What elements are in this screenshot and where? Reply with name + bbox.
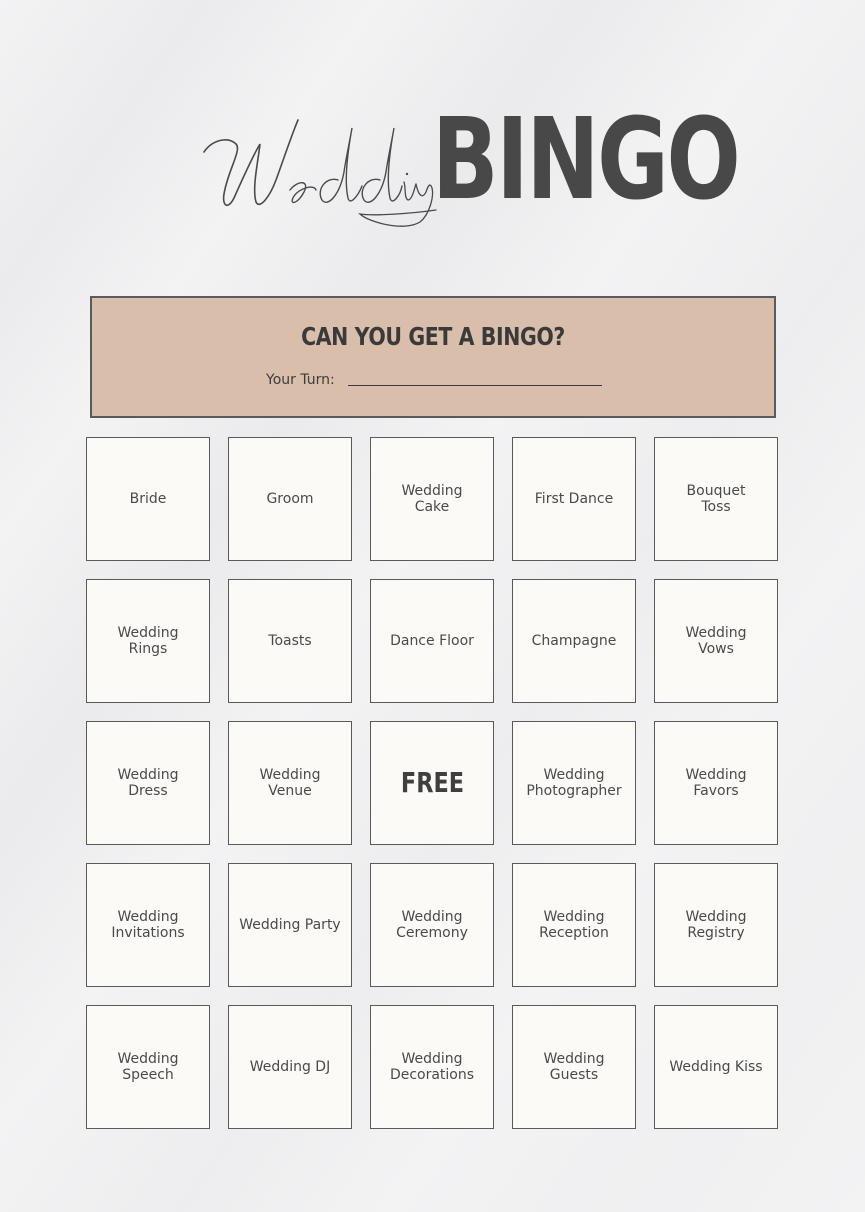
bingo-cell-line: Groom [266, 491, 314, 507]
free-space-label [400, 768, 463, 798]
bingo-cell[interactable] [512, 721, 636, 845]
bingo-cell-line: First Dance [534, 491, 614, 507]
bingo-cell-line: Toss [701, 499, 731, 515]
bingo-cell-line: Toasts [268, 633, 312, 649]
bingo-cell-line: Wedding [543, 1051, 605, 1067]
bingo-cell-label [532, 633, 617, 649]
bingo-cell-line: Registry [687, 925, 745, 941]
bingo-cell-label [685, 625, 746, 657]
bingo-cell-line: Invitations [111, 925, 185, 941]
bingo-cell[interactable] [86, 721, 210, 845]
bingo-cell[interactable] [86, 863, 210, 987]
bingo-cell-label [111, 909, 184, 941]
bingo-cell-label [239, 917, 340, 933]
bingo-cell[interactable] [370, 579, 494, 703]
bingo-cell-label [539, 909, 609, 941]
bingo-cell-label [117, 1051, 178, 1083]
bingo-cell-line: Wedding [685, 625, 747, 641]
title-script-text: Wedding [198, 110, 203, 111]
bingo-cell-line: Guests [549, 1067, 599, 1083]
bingo-cell-line: Reception [539, 925, 609, 941]
bingo-cell-line: Venue [268, 783, 312, 799]
bingo-cell-line: Bouquet [686, 483, 746, 499]
bingo-cell-line: Wedding [401, 909, 463, 925]
bingo-cell-line: Wedding [117, 1051, 179, 1067]
bingo-cell[interactable] [86, 1005, 210, 1129]
bingo-cell-label [535, 491, 613, 507]
bingo-cell-label [250, 1059, 330, 1075]
bingo-cell-label [390, 633, 474, 649]
bingo-cell-line: Wedding [259, 767, 321, 783]
bingo-cell-line: Wedding [117, 909, 179, 925]
bingo-cell-line: Vows [698, 641, 734, 657]
turn-name-line[interactable] [348, 385, 602, 386]
bingo-cell-line: Wedding [543, 767, 605, 783]
bingo-cell-line: Ceremony [396, 925, 468, 941]
bingo-cell-label [526, 767, 621, 799]
bingo-cell-label [117, 767, 178, 799]
turn-label: Your Turn: [266, 372, 335, 388]
bingo-cell[interactable] [370, 721, 494, 845]
bingo-cell[interactable] [370, 437, 494, 561]
bingo-cell-line: Bride [129, 491, 167, 507]
bingo-cell-line: Wedding [543, 909, 605, 925]
bingo-cell[interactable] [86, 437, 210, 561]
bingo-cell-line: Speech [122, 1067, 174, 1083]
title-bingo: BINGO [432, 95, 739, 225]
bingo-cell[interactable] [228, 863, 352, 987]
bingo-cell-line: Wedding [685, 767, 747, 783]
bingo-cell-line: Dress [128, 783, 168, 799]
bingo-cell[interactable] [228, 721, 352, 845]
bingo-cell-label [543, 1051, 604, 1083]
bingo-cell-line: Wedding [685, 909, 747, 925]
bingo-cell-line: Wedding [401, 483, 463, 499]
bingo-cell-label [685, 767, 746, 799]
bingo-cell-label [687, 483, 746, 515]
bingo-cell[interactable] [512, 437, 636, 561]
bingo-cell-line: Wedding Party [239, 917, 341, 933]
header-box [90, 296, 776, 418]
bingo-cell[interactable] [512, 1005, 636, 1129]
bingo-cell[interactable] [228, 1005, 352, 1129]
bingo-cell-label [268, 633, 311, 649]
bingo-cell[interactable] [654, 437, 778, 561]
bingo-cell[interactable] [512, 579, 636, 703]
title-script-wedding [198, 110, 438, 230]
bingo-cell[interactable] [86, 579, 210, 703]
bingo-cell-line: Photographer [526, 783, 622, 799]
bingo-cell-line: Wedding [117, 625, 179, 641]
bingo-cell-line: Dance Floor [390, 633, 474, 649]
bingo-cell[interactable] [370, 863, 494, 987]
bingo-cell-label [266, 491, 313, 507]
bingo-cell-line: Wedding DJ [249, 1059, 331, 1075]
bingo-cell-label [669, 1059, 762, 1075]
bingo-cell-label [259, 767, 320, 799]
bingo-cell-label [396, 909, 468, 941]
bingo-cell-line: Champagne [531, 633, 617, 649]
bingo-cell-label [117, 625, 178, 657]
bingo-cell-line: FREE [400, 766, 464, 799]
bingo-cell[interactable] [654, 863, 778, 987]
bingo-cell[interactable] [370, 1005, 494, 1129]
bingo-cell-label [401, 483, 462, 515]
bingo-cell-line: Rings [128, 641, 168, 657]
bingo-cell[interactable] [654, 579, 778, 703]
bingo-cell-line: Wedding [117, 767, 179, 783]
bingo-cell-label [130, 491, 167, 507]
bingo-cell-line: Cake [414, 499, 450, 515]
bingo-cell-line: Decorations [389, 1067, 475, 1083]
bingo-cell[interactable] [654, 721, 778, 845]
header-question: CAN YOU GET A BINGO? [301, 322, 565, 351]
bingo-cell[interactable] [228, 579, 352, 703]
bingo-cell-line: Favors [693, 783, 739, 799]
bingo-cell-line: Wedding Kiss [669, 1059, 763, 1075]
bingo-cell-label [390, 1051, 474, 1083]
bingo-cell-line: Wedding [401, 1051, 463, 1067]
bingo-grid [86, 437, 778, 1130]
bingo-cell[interactable] [228, 437, 352, 561]
bingo-cell[interactable] [512, 863, 636, 987]
bingo-cell-label [685, 909, 746, 941]
bingo-cell[interactable] [654, 1005, 778, 1129]
